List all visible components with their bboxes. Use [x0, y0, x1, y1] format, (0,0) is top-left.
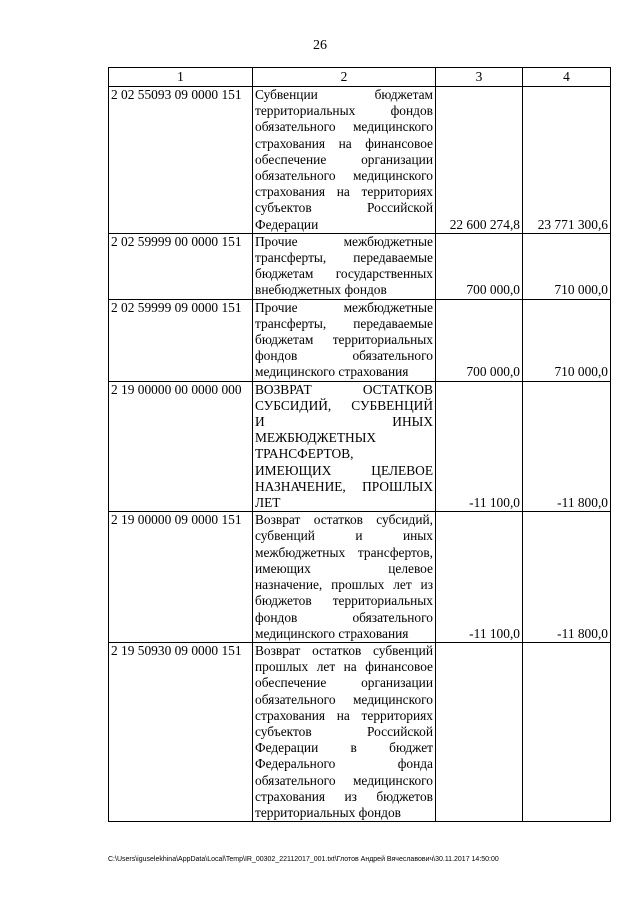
description-line: Прочие межбюджетные [255, 299, 433, 315]
description-line: МЕЖБЮДЖЕТНЫХ [255, 430, 377, 446]
amount-cell-col3: 22 600 274,8 [436, 87, 523, 234]
description-line: Возврат остатков субвенций [255, 642, 433, 658]
description-line: ВОЗВРАТ ОСТАТКОВ [255, 381, 433, 397]
description-line: обязательного медицинского [255, 168, 433, 184]
description-line: территориальных фондов [255, 103, 433, 119]
description-line: субъектов Российской [255, 200, 433, 216]
amount-cell-col4: 710 000,0 [523, 233, 611, 299]
description-line: Субвенции бюджетам [255, 87, 433, 102]
table-row [109, 381, 611, 512]
column-header-1: 1 [109, 68, 253, 87]
description-line: НАЗНАЧЕНИЕ, ПРОШЛЫХ [255, 478, 433, 494]
description-line: ТРАНСФЕРТОВ, [255, 446, 354, 462]
description-line: медицинского страхования [255, 625, 409, 641]
description-line: И ИНЫХ [255, 414, 433, 430]
description-cell [253, 512, 436, 643]
description-line: ЛЕТ [255, 495, 281, 511]
header-row [109, 68, 611, 87]
amount-cell-col3: 700 000,0 [436, 233, 523, 299]
table-row [109, 512, 611, 643]
description-cell [253, 233, 436, 299]
description-cell [253, 642, 436, 821]
description-cell [253, 381, 436, 512]
description-line: бюджетам территориальных [255, 332, 433, 348]
description-line: обеспечение организации [255, 675, 433, 691]
amount-cell-col3: -11 100,0 [436, 381, 523, 512]
budget-table [108, 67, 611, 822]
description-line: трансферты, передаваемые [255, 250, 433, 266]
amount-cell-col4: -11 800,0 [523, 381, 611, 512]
amount-cell-col4: 23 771 300,6 [523, 87, 611, 234]
description-line: обеспечение организации [255, 151, 433, 167]
description-line: страхования из бюджетов [255, 788, 433, 804]
description-line: имеющих целевое [255, 560, 433, 576]
amount-cell-col4 [523, 642, 611, 821]
amount-cell-col4: -11 800,0 [523, 512, 611, 643]
description-line: Федерации в бюджет [255, 740, 433, 756]
description-line: ИМЕЮЩИХ ЦЕЛЕВОЕ [255, 462, 433, 478]
budget-code-cell: 2 19 50930 09 0000 151 [109, 642, 253, 821]
description-line: фондов обязательного [255, 609, 433, 625]
description-line: обязательного медицинского [255, 691, 433, 707]
budget-code-cell: 2 02 55093 09 0000 151 [109, 87, 253, 234]
description-line: страхования на территориях [255, 707, 433, 723]
description-line: субъектов Российской [255, 723, 433, 739]
page-number: 26 [313, 38, 327, 53]
description-line: межбюджетных трансфертов, [255, 544, 433, 560]
description-line: фондов обязательного [255, 348, 433, 364]
description-line: обязательного медицинского [255, 772, 433, 788]
description-cell [253, 299, 436, 381]
description-line: Возврат остатков субсидий, [255, 512, 433, 528]
description-line: территориальных фондов [255, 804, 402, 820]
table-row [109, 87, 611, 234]
description-line: бюджетов территориальных [255, 593, 433, 609]
description-line: обязательного медицинского [255, 119, 433, 135]
description-line: медицинского страхования [255, 364, 409, 380]
amount-cell-col3: 700 000,0 [436, 299, 523, 381]
description-line: Прочие межбюджетные [255, 233, 433, 249]
amount-cell-col3: -11 100,0 [436, 512, 523, 643]
footer-file-path: C:\Users\iguselekhina\AppData\Local\Temp\IR_00302_22112017_001.txt\Глотов Андрей Вячеславович\30.11.2017 14:50:00 [108, 856, 499, 863]
description-line: внебюджетных фондов [255, 282, 387, 298]
amount-cell-col3 [436, 642, 523, 821]
description-cell [253, 87, 436, 234]
description-line: трансферты, передаваемые [255, 315, 433, 331]
column-header-4: 4 [523, 68, 611, 87]
description-line: страхования на финансовое [255, 135, 433, 151]
budget-code-cell: 2 02 59999 09 0000 151 [109, 299, 253, 381]
description-line: страхования на территориях [255, 184, 433, 200]
description-line: субвенций и иных [255, 528, 433, 544]
description-line: прошлых лет на финансовое [255, 659, 433, 675]
description-line: СУБСИДИЙ, СУБВЕНЦИЙ [255, 397, 433, 413]
budget-code-cell: 2 19 00000 09 0000 151 [109, 512, 253, 643]
column-header-2: 2 [253, 68, 436, 87]
budget-code-cell: 2 02 59999 00 0000 151 [109, 233, 253, 299]
description-line: бюджетам государственных [255, 266, 433, 282]
amount-cell-col4: 710 000,0 [523, 299, 611, 381]
column-header-3: 3 [436, 68, 523, 87]
table-row [109, 233, 611, 299]
description-line: Федерального фонда [255, 756, 433, 772]
budget-code-cell: 2 19 00000 00 0000 000 [109, 381, 253, 512]
description-line: Федерации [255, 216, 319, 232]
table-row [109, 299, 611, 381]
description-line: назначение, прошлых лет из [255, 577, 433, 593]
table-row [109, 642, 611, 821]
